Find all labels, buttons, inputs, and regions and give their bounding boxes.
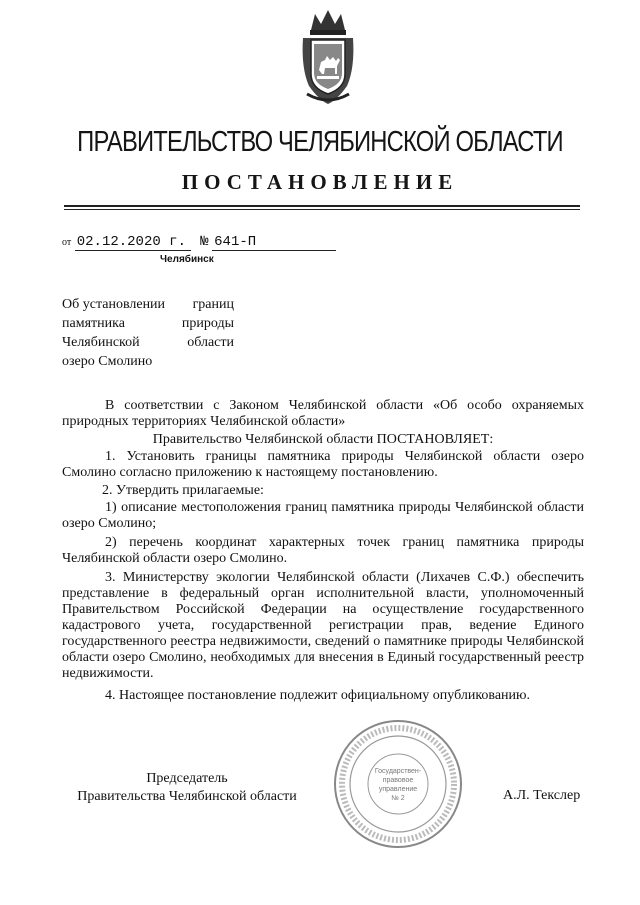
signatory-name: А.Л. Текслер — [503, 788, 581, 803]
document-type-title: ПОСТАНОВЛЕНИЕ — [181, 170, 459, 194]
document-date: 02.12.2020 г. — [75, 234, 191, 251]
document-subject — [62, 295, 234, 371]
resolves-paragraph: Правительство Челябинской области ПОСТАНОВЛЯЕТ: — [152, 432, 494, 447]
number-sign: № — [200, 234, 209, 250]
coat-of-arms-emblem — [299, 8, 357, 108]
header-rule-thick — [64, 205, 580, 207]
preamble-paragraph: В соответствии с Законом Челябинской области «Об особо охраняемых природных территориях Челябинской области» — [62, 398, 584, 429]
item-4-paragraph: 4. Настоящее постановление подлежит официальному опубликованию. — [105, 688, 530, 703]
item-1-paragraph: 1. Установить границы памятника природы Челябинской области озеро Смолино согласно приложению к настоящему постановлению. — [62, 449, 584, 480]
item-2-1-paragraph: 1) описание местоположения границ памятника природы Челябинской области озеро Смолино; — [62, 500, 584, 531]
stamp-inner-line: правовое — [382, 777, 414, 784]
official-stamp — [332, 718, 464, 850]
signatory-position-line: Председатель — [146, 771, 228, 786]
stamp-inner-line: управление — [378, 786, 418, 793]
document-number: 641-П — [212, 234, 336, 251]
item-2-2-paragraph: 2) перечень координат характерных точек границ памятника природы Челябинской области озеро Смолино. — [62, 535, 584, 566]
subject-line: озеро Смолино — [62, 354, 153, 369]
stamp-inner-line: Государствен- — [374, 768, 422, 775]
signatory-position — [62, 770, 312, 806]
issue-city: Челябинск — [160, 254, 214, 265]
date-prefix: от — [62, 237, 72, 248]
item-2-paragraph: 2. Утвердить прилагаемые: — [102, 483, 264, 498]
subject-line: памятника природы — [62, 316, 234, 331]
government-title: ПРАВИТЕЛЬСТВО ЧЕЛЯБИНСКОЙ ОБЛАСТИ — [77, 126, 563, 158]
signatory-position-line: Правительства Челябинской области — [77, 789, 297, 804]
date-number-line — [62, 234, 336, 251]
subject-line: Об установлении границ — [62, 297, 234, 312]
header-rule-thin — [64, 209, 580, 210]
subject-line: Челябинской области — [62, 335, 234, 350]
stamp-inner-line: № 2 — [391, 795, 405, 802]
item-3-paragraph: 3. Министерству экологии Челябинской области (Лихачев С.Ф.) обеспечить представление в федеральный орган исполнительной власти, уполномоченный Правительством Российской Федерации на осуществление государственного кадастрового учета, государственной регистрации прав, ведение Единого государственного реестра недвижимости, сведений о памятнике природы Челябинской области озеро Смолино, необходимых для внесения в Единый государственный реестр недвижимости. — [62, 570, 584, 681]
